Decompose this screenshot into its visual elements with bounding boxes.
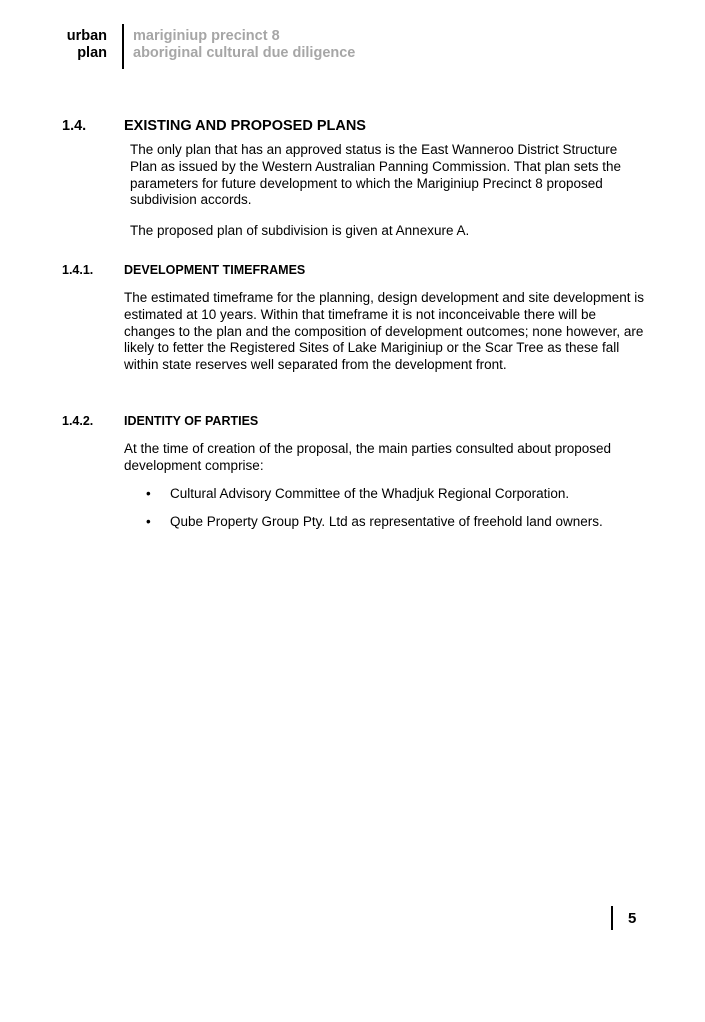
document-title-line2: aboriginal cultural due diligence [133, 45, 356, 61]
section-1-4-paragraph-1: The only plan that has an approved status is the East Wanneroo District Structure Plan as issued by the Western Australian Panning Commission. That plan sets the parameters for future development to which the Mariginiup Precinct 8 proposed subdivision accords. [130, 142, 622, 208]
page-number-divider [611, 906, 613, 930]
urban-plan-logo [40, 28, 107, 62]
section-1-4-2-paragraph: At the time of creation of the proposal, the main parties consulted about proposed development comprise: [124, 441, 612, 473]
section-1-4-heading: EXISTING AND PROPOSED PLANS [124, 118, 366, 134]
logo-line-urban: urban [66, 28, 107, 44]
section-1-4-2-heading: IDENTITY OF PARTIES [124, 414, 259, 428]
section-1-4-number: 1.4. [62, 118, 87, 134]
bullet-point: • [146, 486, 151, 501]
list-item: Cultural Advisory Committee of the Whadjuk Regional Corporation. [170, 486, 570, 501]
section-1-4-1-paragraph: The estimated timeframe for the planning, design development and site development is estimated at 10 years. Within that timeframe it is not inconceivable there will be changes to the plan and the composition of development outcomes; none however, are likely to fetter the Registered Sites of Lake Mariginiup or the Scar Tree as these fall within state reserves well separated from the development front. [124, 290, 645, 373]
logo-line-plan: plan [77, 45, 107, 61]
document-title [133, 28, 355, 62]
section-1-4-2-number: 1.4.2. [62, 414, 94, 428]
bullet-point: • [146, 514, 151, 529]
document-title-line1: mariginiup precinct 8 [133, 28, 280, 44]
header-divider [122, 24, 124, 69]
list-item: Qube Property Group Pty. Ltd as representative of freehold land owners. [170, 514, 603, 529]
page-number: 5 [628, 910, 637, 927]
section-1-4-paragraph-2: The proposed plan of subdivision is given at Annexure A. [130, 223, 470, 238]
section-1-4-1-heading: DEVELOPMENT TIMEFRAMES [124, 263, 306, 277]
section-1-4-1-number: 1.4.1. [62, 263, 94, 277]
